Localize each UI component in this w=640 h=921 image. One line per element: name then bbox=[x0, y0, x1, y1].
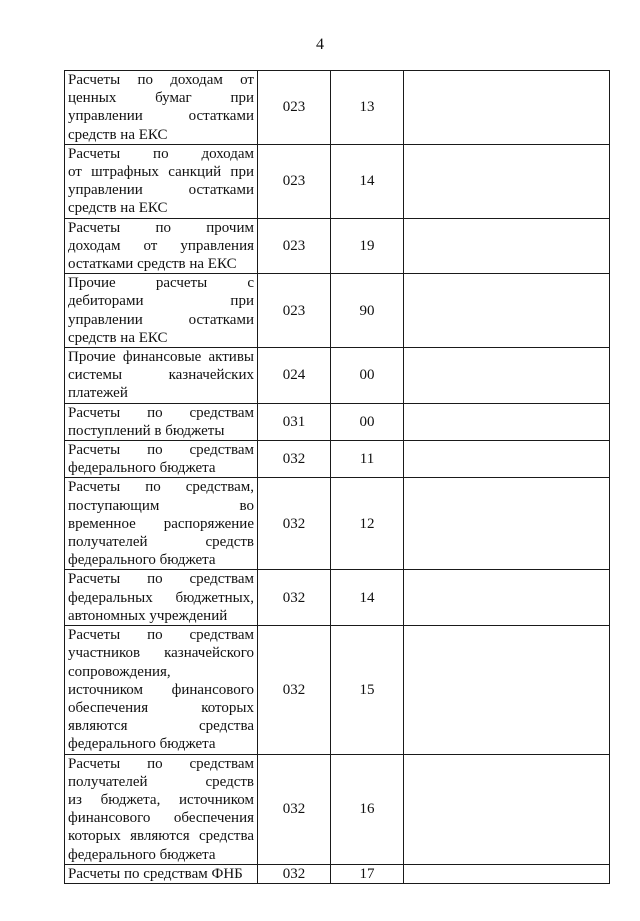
account-code-cell: 032 bbox=[258, 864, 331, 883]
page-number: 4 bbox=[316, 36, 324, 53]
table-row bbox=[65, 71, 610, 145]
account-name-cell bbox=[65, 626, 258, 754]
account-name-line: управлении остатками bbox=[68, 311, 254, 328]
account-name-line: Расчеты по средствам, bbox=[68, 479, 254, 496]
account-name-line: Расчеты по средствам bbox=[68, 404, 254, 421]
account-name-line: системы казначейских bbox=[68, 367, 254, 384]
account-name-line: управлении остатками bbox=[68, 108, 254, 125]
account-code-cell: 032 bbox=[258, 626, 331, 754]
subaccount-code-cell: 16 bbox=[331, 754, 404, 864]
account-name-line: ценных бумаг при bbox=[68, 90, 254, 107]
account-code-cell: 023 bbox=[258, 218, 331, 274]
account-name-line: федерального бюджета bbox=[68, 552, 216, 569]
account-name-line: доходам от управления bbox=[68, 237, 254, 254]
account-name-line: обеспечения которых bbox=[68, 699, 254, 716]
account-name-cell bbox=[65, 570, 258, 626]
account-code-cell: 031 bbox=[258, 403, 331, 440]
table-row bbox=[65, 441, 610, 478]
account-name-line: дебиторами при bbox=[68, 293, 254, 310]
empty-cell bbox=[404, 403, 610, 440]
account-name-line: являются средства bbox=[68, 718, 254, 735]
account-name-line: Прочие расчеты с bbox=[68, 275, 254, 292]
account-name-cell bbox=[65, 218, 258, 274]
account-name-cell bbox=[65, 71, 258, 145]
account-name-line: средств на ЕКС bbox=[68, 126, 168, 143]
account-name-line: средств на ЕКС bbox=[68, 200, 168, 217]
empty-cell bbox=[404, 348, 610, 404]
table-row bbox=[65, 626, 610, 754]
account-name-line: федерального бюджета bbox=[68, 736, 216, 753]
table-row bbox=[65, 348, 610, 404]
account-name-line: из бюджета, источником bbox=[68, 791, 254, 808]
account-name-line: от штрафных санкций при bbox=[68, 164, 254, 181]
subaccount-code-cell: 15 bbox=[331, 626, 404, 754]
empty-cell bbox=[404, 71, 610, 145]
subaccount-code-cell: 19 bbox=[331, 218, 404, 274]
empty-cell bbox=[404, 274, 610, 348]
account-name-line: Расчеты по средствам ФНБ bbox=[68, 865, 243, 882]
subaccount-code-cell: 17 bbox=[331, 864, 404, 883]
account-name-line: автономных учреждений bbox=[68, 607, 228, 624]
account-name-cell bbox=[65, 441, 258, 478]
subaccount-code-cell: 13 bbox=[331, 71, 404, 145]
subaccount-code-cell: 11 bbox=[331, 441, 404, 478]
empty-cell bbox=[404, 570, 610, 626]
account-name-line: участников казначейского bbox=[68, 645, 254, 662]
account-name-line: федерального бюджета bbox=[68, 846, 216, 863]
empty-cell bbox=[404, 754, 610, 864]
account-name-line: Прочие финансовые активы bbox=[68, 349, 254, 366]
account-name-line: получателей средств bbox=[68, 534, 254, 551]
accounts-table-body bbox=[65, 71, 610, 884]
account-name-line: Расчеты по средствам bbox=[68, 755, 254, 772]
table-row bbox=[65, 478, 610, 570]
account-name-line: остатками средств на ЕКС bbox=[68, 256, 237, 273]
account-name-cell bbox=[65, 864, 258, 883]
account-name-line: федеральных бюджетных, bbox=[68, 589, 254, 606]
subaccount-code-cell: 14 bbox=[331, 570, 404, 626]
account-name-line: поступлений в бюджеты bbox=[68, 422, 225, 439]
empty-cell bbox=[404, 441, 610, 478]
account-name-line: источником финансового bbox=[68, 681, 254, 698]
account-name-line: Расчеты по средствам bbox=[68, 627, 254, 644]
subaccount-code-cell: 00 bbox=[331, 403, 404, 440]
account-code-cell: 024 bbox=[258, 348, 331, 404]
account-code-cell: 032 bbox=[258, 570, 331, 626]
empty-cell bbox=[404, 864, 610, 883]
table-row bbox=[65, 218, 610, 274]
account-name-line: Расчеты по средствам bbox=[68, 442, 254, 459]
account-name-line: федерального бюджета bbox=[68, 460, 216, 477]
empty-cell bbox=[404, 218, 610, 274]
account-name-cell bbox=[65, 144, 258, 218]
accounts-table bbox=[64, 70, 610, 884]
account-name-line: Расчеты по прочим bbox=[68, 219, 254, 236]
subaccount-code-cell: 12 bbox=[331, 478, 404, 570]
subaccount-code-cell: 14 bbox=[331, 144, 404, 218]
empty-cell bbox=[404, 144, 610, 218]
account-code-cell: 032 bbox=[258, 441, 331, 478]
table-row bbox=[65, 570, 610, 626]
account-name-cell bbox=[65, 274, 258, 348]
account-name-cell bbox=[65, 754, 258, 864]
account-code-cell: 023 bbox=[258, 144, 331, 218]
account-name-line: финансового обеспечения bbox=[68, 810, 254, 827]
account-name-line: получателей средств bbox=[68, 773, 254, 790]
account-name-line: временное распоряжение bbox=[68, 515, 254, 532]
subaccount-code-cell: 90 bbox=[331, 274, 404, 348]
account-name-line: Расчеты по доходам от bbox=[68, 72, 254, 88]
table-row bbox=[65, 403, 610, 440]
account-name-line: платежей bbox=[68, 385, 128, 402]
account-name-line: которых являются средства bbox=[68, 828, 254, 845]
table-row bbox=[65, 144, 610, 218]
account-name-line: поступающим во bbox=[68, 497, 254, 514]
account-code-cell: 023 bbox=[258, 274, 331, 348]
account-name-line: Расчеты по доходам bbox=[68, 145, 254, 162]
account-code-cell: 032 bbox=[258, 478, 331, 570]
empty-cell bbox=[404, 626, 610, 754]
account-name-cell bbox=[65, 478, 258, 570]
account-name-line: управлении остатками bbox=[68, 182, 254, 199]
account-code-cell: 032 bbox=[258, 754, 331, 864]
account-name-line: Расчеты по средствам bbox=[68, 571, 254, 588]
account-name-line: средств на ЕКС bbox=[68, 329, 168, 346]
empty-cell bbox=[404, 478, 610, 570]
table-row bbox=[65, 274, 610, 348]
account-name-cell bbox=[65, 348, 258, 404]
table-row bbox=[65, 754, 610, 864]
table-row bbox=[65, 864, 610, 883]
account-name-line: сопровождения, bbox=[68, 663, 171, 680]
subaccount-code-cell: 00 bbox=[331, 348, 404, 404]
account-code-cell: 023 bbox=[258, 71, 331, 145]
account-name-cell bbox=[65, 403, 258, 440]
